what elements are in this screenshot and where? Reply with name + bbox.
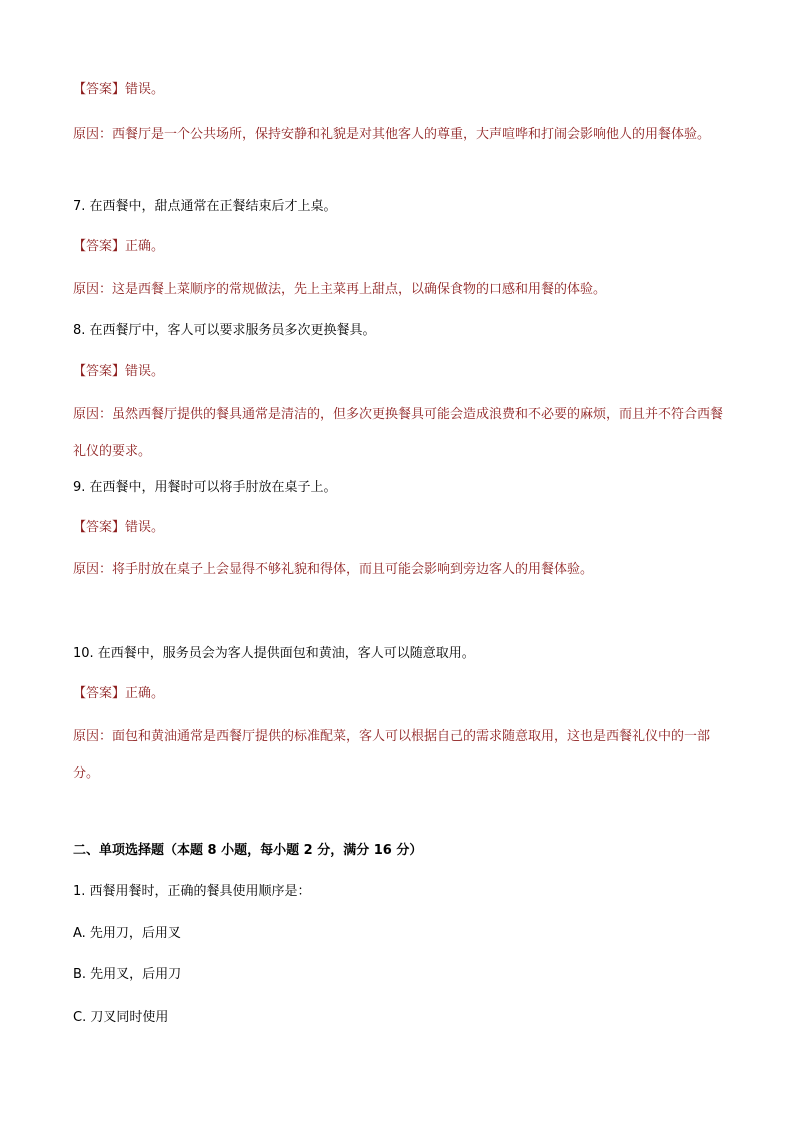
reason-10: 原因：面包和黄油通常是西餐厅提供的标准配菜，客人可以根据自己的需求随意取用，这也是西餐礼仪中的一部分。 <box>73 729 711 781</box>
mc-question-1: 1. 西餐用餐时，正确的餐具使用顺序是： <box>73 884 311 899</box>
answer-10: 【答案】正确。 <box>73 686 165 701</box>
option-c: C. 刀叉同时使用 <box>73 1010 169 1025</box>
reason-9: 原因：将手肘放在桌子上会显得不够礼貌和得体，而且可能会影响到旁边客人的用餐体验。 <box>73 562 594 577</box>
answer-8: 【答案】错误。 <box>73 364 165 379</box>
question-8: 8. 在西餐厅中，客人可以要求服务员多次更换餐具。 <box>73 323 376 338</box>
answer-9: 【答案】错误。 <box>73 520 165 535</box>
question-7: 7. 在西餐中，甜点通常在正餐结束后才上桌。 <box>73 199 337 214</box>
question-9: 9. 在西餐中，用餐时可以将手肘放在桌子上。 <box>73 480 337 495</box>
option-a: A. 先用刀，后用叉 <box>73 926 181 941</box>
answer-7: 【答案】正确。 <box>73 239 165 254</box>
section-title: 二、单项选择题（本题 8 小题，每小题 2 分，满分 16 分） <box>73 843 423 858</box>
reason-8: 原因：虽然西餐厅提供的餐具通常是清洁的，但多次更换餐具可能会造成浪费和不必要的麻烦，而且并不符合西餐礼仪的要求。 <box>73 407 724 459</box>
answer-6: 【答案】错误。 <box>73 82 165 97</box>
option-b: B. 先用叉，后用刀 <box>73 967 182 982</box>
question-10: 10. 在西餐中，服务员会为客人提供面包和黄油，客人可以随意取用。 <box>73 646 475 661</box>
reason-6: 原因：西餐厅是一个公共场所，保持安静和礼貌是对其他客人的尊重，大声喧哗和打闹会影响他人的用餐体验。 <box>73 127 711 142</box>
reason-7: 原因：这是西餐上菜顺序的常规做法，先上主菜再上甜点，以确保食物的口感和用餐的体验。 <box>73 282 607 297</box>
